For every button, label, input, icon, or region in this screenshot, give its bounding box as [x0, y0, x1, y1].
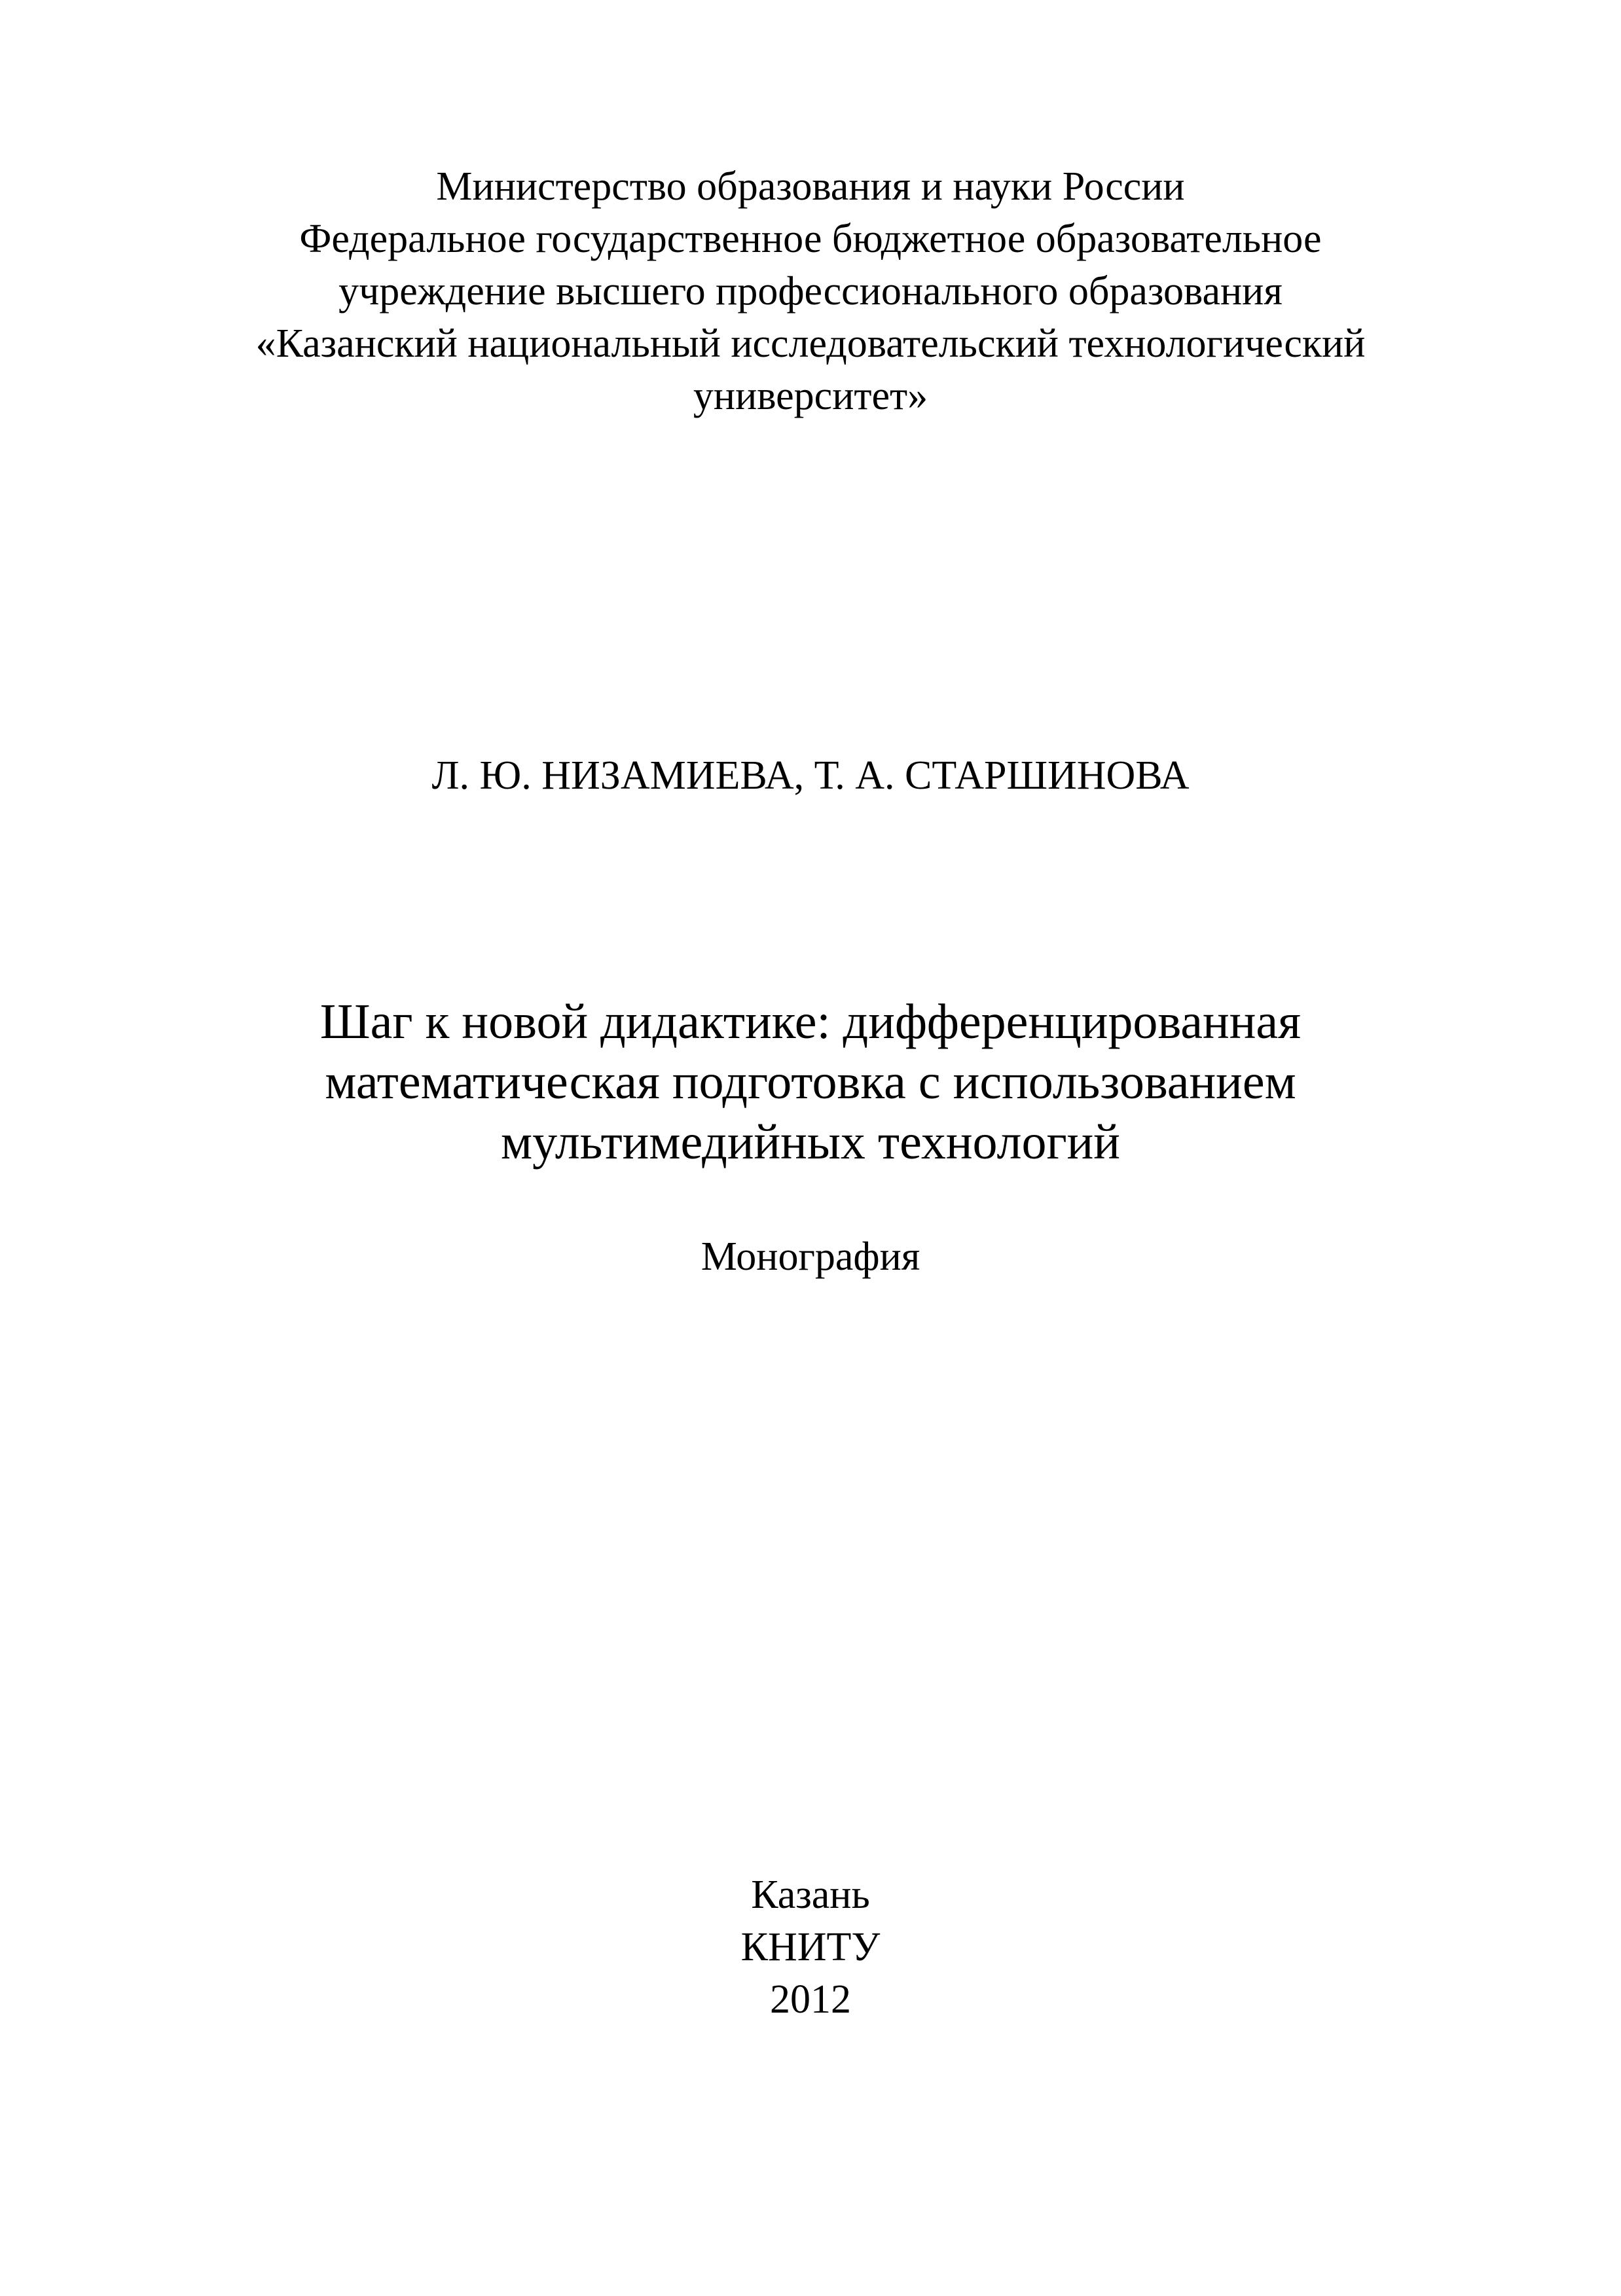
- institution-line-university-name: «Казанский национальный исследовательский технологический: [255, 321, 1366, 366]
- book-title-line-1: Шаг к новой дидактике: дифференцированная: [319, 994, 1302, 1049]
- book-title-line-3: мультимедийных технологий: [501, 1115, 1120, 1170]
- institution-line-ministry: Министерство образования и науки России: [436, 164, 1185, 209]
- institution-header: [0, 160, 1621, 422]
- institution-line-education: учреждение высшего профессионального образования: [338, 269, 1283, 314]
- imprint: [0, 1869, 1621, 2026]
- institution-line-university-suffix: университет»: [693, 374, 928, 418]
- publication-genre: [0, 1230, 1621, 1283]
- imprint-publisher: КНИТУ: [740, 1925, 881, 1969]
- book-title: [0, 992, 1621, 1172]
- institution-line-federal: Федеральное государственное бюджетное образовательное: [299, 217, 1322, 261]
- genre-text: Монография: [701, 1234, 920, 1279]
- imprint-city: Казань: [751, 1873, 870, 1917]
- authors: [0, 749, 1621, 802]
- authors-text: Л. Ю. НИЗАМИЕВА, Т. А. СТАРШИНОВА: [431, 753, 1190, 798]
- imprint-year: 2012: [770, 1977, 851, 2022]
- book-title-line-2: математическая подготовка с использованием: [325, 1054, 1296, 1109]
